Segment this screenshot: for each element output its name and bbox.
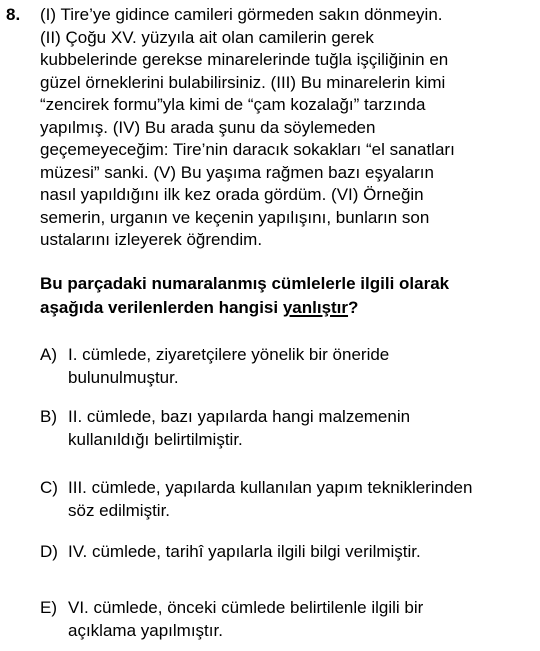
passage-line: (I) Tire’ye gidince camileri görmeden sakın dönmeyin. (40, 5, 443, 24)
option-text: kullanıldığı belirtilmiştir. (68, 430, 243, 449)
option-letter: E) (40, 598, 57, 617)
passage-text (40, 4, 536, 252)
answer-option-e[interactable] (40, 596, 536, 642)
prompt-question-mark: ? (348, 298, 359, 317)
option-text: söz edilmiştir. (68, 501, 171, 520)
answer-option-a[interactable] (40, 343, 536, 389)
option-letter: C) (40, 478, 58, 497)
passage-line: yapılmış. (IV) Bu arada şunu da söylemeden (40, 117, 376, 137)
answer-option-d[interactable] (40, 540, 536, 563)
answer-option-c[interactable] (40, 476, 536, 522)
answer-option-b[interactable] (40, 405, 536, 451)
passage-line: (II) Çoğu XV. yüzyıla ait olan camilerin gerek (40, 27, 374, 47)
option-text: III. cümlede, yapılarda kullanılan yapım tekniklerinden (68, 478, 473, 497)
option-letter: B) (40, 407, 57, 426)
option-text: II. cümlede, bazı yapılarda hangi malzemenin (68, 407, 411, 426)
option-text: VI. cümlede, önceki cümlede belirtilenle ilgili bir (68, 598, 424, 617)
passage-line: kubbelerinde gerekse minarelerinde tuğla işçiliğinin en (40, 50, 449, 69)
question-number: 8. (6, 5, 21, 24)
prompt-line: Bu parçadaki numaralanmış cümlelerle ilgili olarak (40, 274, 450, 293)
option-letter: A) (40, 345, 57, 364)
option-text: IV. cümlede, tarihî yapılarla ilgili bilgi verilmiştir. (68, 542, 421, 561)
passage-line: geçemeyeceğim: Tire’nin daracık sokakları “el sanatları (40, 140, 455, 159)
prompt-text: aşağıda verilenlerden hangisi (40, 298, 283, 317)
passage-line: semerin, urganın ve keçenin yapılışını, bunların son (40, 207, 430, 227)
option-text: I. cümlede, ziyaretçilere yönelik bir öneride (68, 345, 390, 364)
option-text: açıklama yapılmıştır. (68, 621, 223, 640)
option-letter: D) (40, 542, 58, 561)
passage-line: güzel örneklerini bulabilirsiniz. (III) Bu minarelerin kimi (40, 72, 446, 92)
passage-line: müzesi” sanki. (V) Bu yaşıma rağmen bazı eşyaların (40, 162, 434, 182)
prompt-emphasis: yanlıştır (282, 298, 349, 317)
passage-line: ustalarını izleyerek öğrendim. (40, 230, 263, 249)
prompt-line (40, 296, 536, 320)
question-prompt (40, 272, 536, 320)
passage-line: nasıl yapıldığını ilk kez orada gördüm. (VI) Örneğin (40, 185, 424, 204)
option-text: bulunulmuştur. (68, 368, 179, 387)
passage-line: “zencirek formu”yla kimi de “çam kozalağı” tarzında (40, 95, 426, 114)
